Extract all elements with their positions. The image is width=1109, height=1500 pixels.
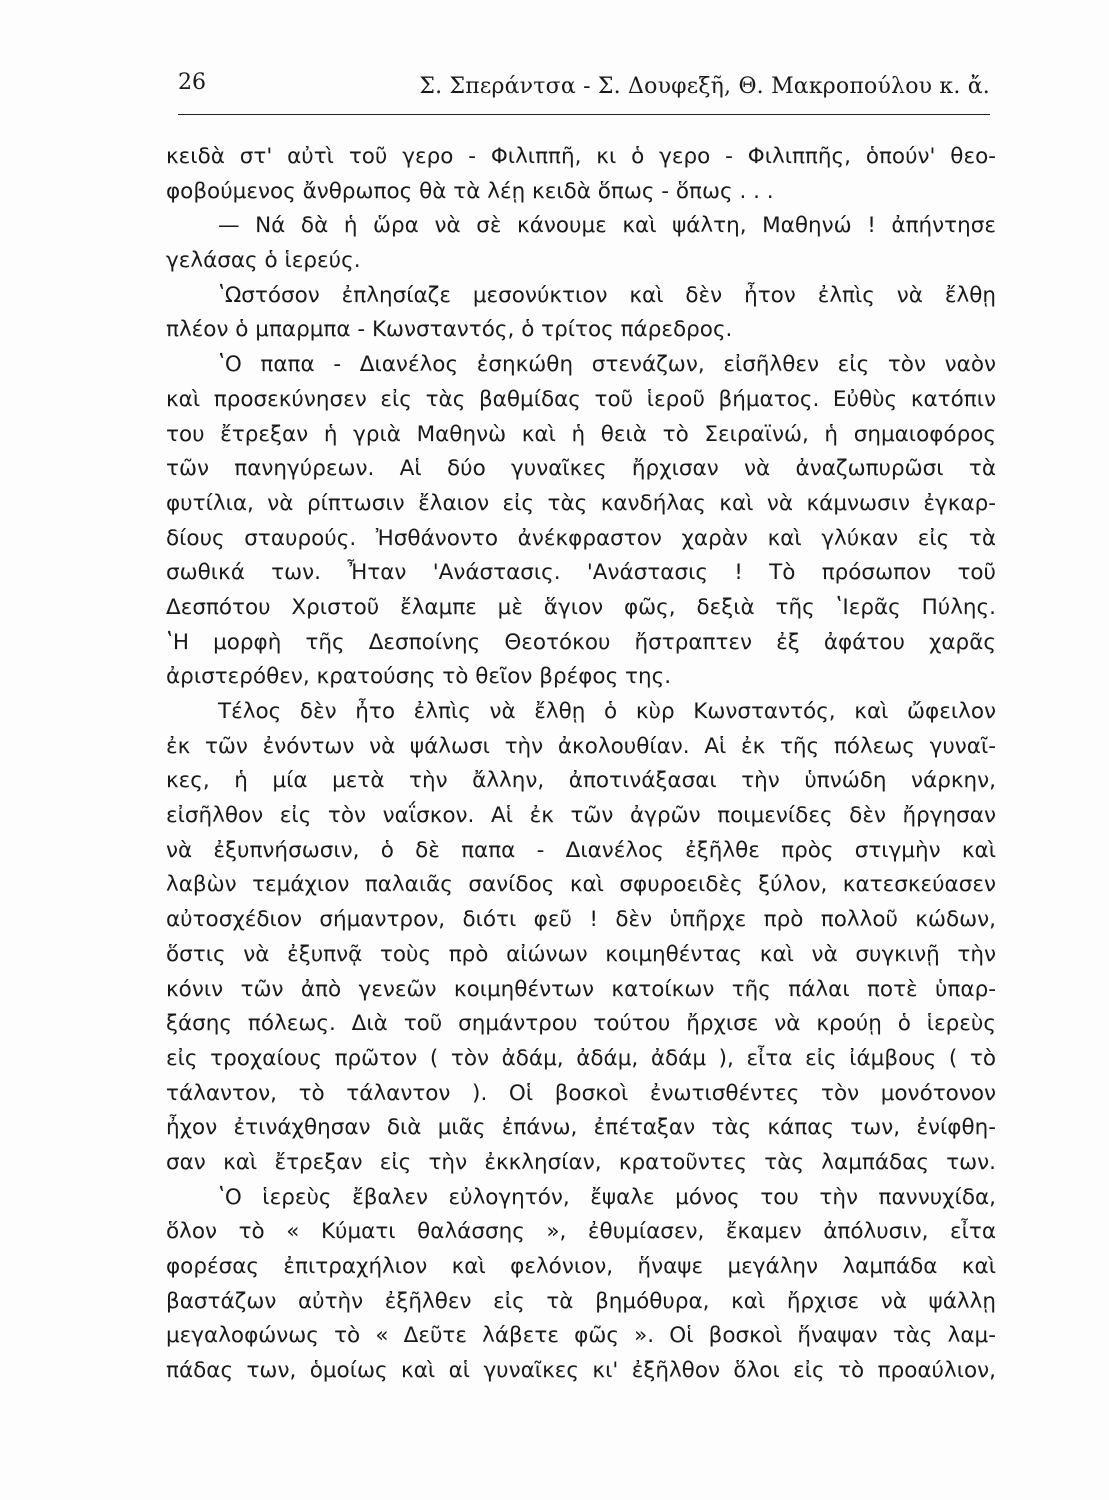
text-line: εἰς τροχαίους πρῶτον ( τὸν ἀδάμ, ἀδάμ, ἀδάμ ), εἶτα εἰς ἰάμβους ( τὸ — [166, 1045, 996, 1071]
text-line: ʽΗ μορφὴ τῆς Δεσποίνης Θεοτόκου ἤστραπτεν ἐξ ἀφάτου χαρᾶς — [166, 629, 996, 655]
text-line: τῶν πανηγύρεων. Αἱ δύο γυναῖκες ἤρχισαν νὰ ἀναζωπυρῶσι τὰ — [166, 456, 996, 482]
text-line: — Νά δὰ ἡ ὥρα νὰ σὲ κάνουμε καὶ ψάλτη, Μαθηνώ ! ἀπήντησε — [218, 213, 996, 239]
page-header — [178, 70, 990, 104]
text-line: πλέον ὁ μπαρμπα - Κωνσταντός, ὁ τρίτος πάρεδρος. — [166, 317, 733, 343]
text-line: νὰ ἐξυπνήσωσιν, ὁ δὲ παπα - Διανέλος ἐξῆλθε πρὸς στιγμὴν καὶ — [166, 837, 996, 863]
text-line: Τέλος δὲν ἦτο ἐλπὶς νὰ ἔλθῃ ὁ κὺρ Κωνσταντός, καὶ ὤφειλον — [218, 699, 996, 724]
text-line: σαν καὶ ἔτρεξαν εἰς τὴν ἐκκλησίαν, κρατοῦντες τὰς λαμπάδας των. — [166, 1149, 996, 1175]
text-line: ʽΟ παπα - Διανέλος ἐσηκώθη στενάζων, εἰσῆλθεν εἰς τὸν ναὸν — [218, 352, 996, 378]
text-line: ἐκ τῶν ἐνόντων νὰ ψάλωσι τὴν ἀκολουθίαν. Αἱ ἐκ τῆς πόλεως γυναῖ- — [166, 733, 996, 759]
text-line: ὅλον τὸ « Κύματι θαλάσσης », ἐθυμίασεν, ἔκαμεν ἀπόλυσιν, εἶτα — [166, 1219, 996, 1245]
text-line: καὶ προσεκύνησεν εἰς τὰς βαθμίδας τοῦ ἱεροῦ βήματος. Εὐθὺς κατόπιν — [166, 386, 996, 412]
text-line: μεγαλοφώνως τὸ « Δεῦτε λάβετε φῶς ». Οἱ βοσκοὶ ἥναψαν τὰς λαμ- — [166, 1323, 996, 1349]
text-line: ʽΟ ἱερεὺς ἔβαλεν εὐλογητόν, ἔψαλε μόνος του τὴν παννυχίδα, — [218, 1184, 996, 1210]
text-line: βαστάζων αὐτὴν ἐξῆλθεν εἰς τὰ βημόθυρα, καὶ ἤρχισε νὰ ψάλλῃ — [166, 1288, 996, 1314]
text-line: αὐτοσχέδιον σήμαντρον, διότι φεῦ ! δὲν ὑπῆρχε πρὸ πολλοῦ κώδων, — [166, 907, 996, 933]
text-line: πάδας των, ὁμοίως καὶ αἱ γυναῖκες κι' ἐξῆλθον ὅλοι εἰς τὸ προαύλιον, — [166, 1358, 996, 1384]
text-line: τάλαντον, τὸ τάλαντον ). Οἱ βοσκοὶ ἐνωτισθέντες τὸν μονότονον — [166, 1080, 996, 1106]
header-rule — [178, 114, 990, 115]
body-text — [166, 140, 996, 1389]
text-line: κες, ἡ μία μετὰ τὴν ἄλλην, ἀποτινάξασαι τὴν ὑπνώδη νάρκην, — [166, 768, 996, 794]
text-line: φοβούμενος ἄνθρωπος θὰ τὰ λέῃ κειδὰ ὅπως - ὅπως . . . — [166, 178, 774, 204]
running-head: Σ. Σπεράντσα - Σ. Δουφεξῆ, Θ. Μακροπούλου κ. ἄ. — [419, 74, 990, 99]
text-line: κειδὰ στ' αὐτὶ τοῦ γερο - Φιλιππῆ, κι ὁ γερο - Φιλιππῆς, ὁπούν' θεο- — [166, 144, 996, 169]
text-line: κόνιν τῶν ἀπὸ γενεῶν κοιμηθέντων κατοίκων τῆς πάλαι ποτὲ ὑπαρ- — [166, 976, 996, 1002]
text-line: φορέσας ἐπιτραχήλιον καὶ φελόνιον, ἥναψε μεγάλην λαμπάδα καὶ — [166, 1254, 996, 1279]
text-line: ὅστις νὰ ἐξυπνᾷ τοὺς πρὸ αἰώνων κοιμηθέντας καὶ νὰ συγκινῇ τὴν — [166, 941, 996, 967]
text-line: σωθικά των. Ἦταν 'Ανάστασις. 'Ανάστασις ! Τὸ πρόσωπον τοῦ — [166, 560, 996, 586]
text-line: ʽΩστόσον ἐπλησίαζε μεσονύκτιον καὶ δὲν ἦτον ἐλπὶς νὰ ἔλθῃ — [218, 282, 996, 308]
text-line: φυτίλια, νὰ ρίπτωσιν ἔλαιον εἰς τὰς κανδήλας καὶ νὰ κάμνωσιν ἐγκαρ- — [166, 490, 996, 516]
text-line: λαβὼν τεμάχιον παλαιᾶς σανίδος καὶ σφυροειδὲς ξύλον, κατεσκεύασεν — [166, 872, 996, 898]
text-line: ξάσης πόλεως. Διὰ τοῦ σημάντρου τούτου ἤρχισε νὰ κρούῃ ὁ ἱερεὺς — [166, 1011, 996, 1037]
text-line: Δεσπότου Χριστοῦ ἔλαμπε μὲ ἅγιον φῶς, δεξιὰ τῆς ʽΙερᾶς Πύλης. — [166, 594, 996, 620]
text-line: του ἔτρεξαν ἡ γριὰ Μαθηνὼ καὶ ἡ θειὰ τὸ Σειραϊνώ, ἡ σημαιοφόρος — [166, 421, 996, 447]
text-line: δίους σταυρούς. Ἠσθάνοντο ἀνέκφραστον χαρὰν καὶ γλύκαν εἰς τὰ — [166, 525, 996, 551]
text-line: ἀριστερόθεν, κρατούσης τὸ θεῖον βρέφος της. — [166, 664, 672, 690]
text-line: γελάσας ὁ ἱερεύς. — [166, 248, 361, 274]
page-number: 26 — [178, 70, 206, 95]
text-line: εἰσῆλθον εἰς τὸν ναΐσκον. Αἱ ἐκ τῶν ἀγρῶν ποιμενίδες δὲν ἤργησαν — [166, 803, 996, 829]
text-line: ἦχον ἐτινάχθησαν διὰ μιᾶς ἐπάνω, ἐπέταξαν τὰς κάπας των, ἐνίφθη- — [166, 1115, 996, 1141]
